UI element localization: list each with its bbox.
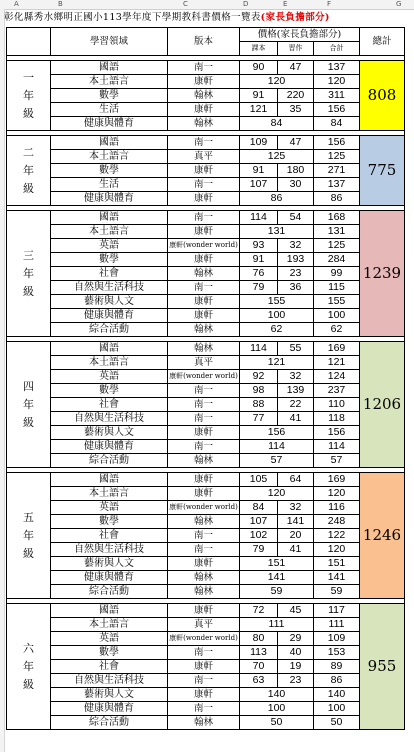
edition-publisher: 真平 [168, 618, 240, 632]
edition-publisher: 翰林 [168, 342, 240, 356]
combined-price: 100 [240, 702, 314, 716]
combined-price: 120 [240, 75, 314, 89]
subtotal-price: 89 [314, 660, 360, 674]
subtotal-price: 118 [314, 412, 360, 426]
subtotal-price: 122 [314, 529, 360, 543]
subtotal-price: 100 [314, 702, 360, 716]
edition-publisher: 真平 [168, 150, 240, 164]
header-edition: 版本 [168, 28, 240, 56]
header-subtotal: 合計 [314, 42, 360, 56]
subject-area: 數學 [51, 89, 168, 103]
subject-row [7, 426, 405, 440]
subtotal-price: 50 [314, 716, 360, 730]
grade-total: 1239 [360, 211, 405, 337]
subject-row [7, 164, 405, 178]
subtotal-price: 137 [314, 178, 360, 192]
combined-price: 155 [240, 295, 314, 309]
subtotal-price: 109 [314, 632, 360, 646]
edition-publisher: 南一 [168, 529, 240, 543]
column-letter-g: G [396, 0, 402, 8]
workbook-price: 20 [278, 529, 314, 543]
subject-area: 生活 [51, 103, 168, 117]
textbook-price: 63 [240, 674, 278, 688]
textbook-price: 109 [240, 136, 278, 150]
edition-publisher: 翰林 [168, 117, 240, 131]
subject-area: 健康與體育 [51, 117, 168, 131]
edition-publisher: 康軒(wonder world) [168, 370, 240, 384]
workbook-price: 40 [278, 646, 314, 660]
subtotal-price: 114 [314, 440, 360, 454]
subtotal-price: 57 [314, 454, 360, 468]
workbook-price: 141 [278, 515, 314, 529]
grade-label-text: 一年級 [23, 70, 34, 120]
workbook-price: 30 [278, 178, 314, 192]
edition-publisher: 康軒 [168, 164, 240, 178]
subtotal-price: 311 [314, 89, 360, 103]
subject-area: 數學 [51, 646, 168, 660]
textbook-price: 80 [240, 632, 278, 646]
workbook-price: 220 [278, 89, 314, 103]
subject-area: 社會 [51, 398, 168, 412]
subtotal-price: 155 [314, 295, 360, 309]
workbook-price: 139 [278, 384, 314, 398]
edition-publisher: 南一 [168, 702, 240, 716]
subject-row [7, 267, 405, 281]
header-total: 總計 [360, 28, 405, 56]
subtotal-price: 110 [314, 398, 360, 412]
workbook-price: 64 [278, 473, 314, 487]
subject-area: 國語 [51, 211, 168, 225]
subtotal-price: 111 [314, 618, 360, 632]
subject-area: 國語 [51, 342, 168, 356]
edition-publisher: 康軒 [168, 473, 240, 487]
subject-row [7, 117, 405, 131]
subject-area: 藝術與人文 [51, 557, 168, 571]
edition-publisher: 康軒 [168, 487, 240, 501]
edition-publisher: 南一 [168, 211, 240, 225]
textbook-price: 88 [240, 398, 278, 412]
header-textbook: 課本 [240, 42, 278, 56]
subtotal-price: 124 [314, 370, 360, 384]
subtotal-price: 99 [314, 267, 360, 281]
workbook-price: 22 [278, 398, 314, 412]
subject-area: 自然與生活科技 [51, 281, 168, 295]
textbook-price: 92 [240, 370, 278, 384]
edition-publisher: 南一 [168, 412, 240, 426]
column-letter-b: B [58, 0, 63, 8]
subject-area: 綜合活動 [51, 716, 168, 730]
subject-row [7, 473, 405, 487]
subject-area: 本土語言 [51, 356, 168, 370]
textbook-price: 77 [240, 412, 278, 426]
subject-area: 英語 [51, 632, 168, 646]
subject-row [7, 309, 405, 323]
subject-row [7, 632, 405, 646]
subject-area: 生活 [51, 178, 168, 192]
edition-publisher: 康軒 [168, 688, 240, 702]
subtotal-price: 151 [314, 557, 360, 571]
edition-publisher: 康軒 [168, 557, 240, 571]
subject-area: 數學 [51, 515, 168, 529]
combined-price: 86 [240, 192, 314, 206]
combined-price: 121 [240, 356, 314, 370]
subject-area: 健康與體育 [51, 702, 168, 716]
workbook-price: 41 [278, 412, 314, 426]
workbook-price: 47 [278, 136, 314, 150]
grade-label-text: 五年級 [23, 510, 34, 560]
subtotal-price: 84 [314, 117, 360, 131]
combined-price: 131 [240, 225, 314, 239]
subject-area: 數學 [51, 253, 168, 267]
edition-publisher: 翰林 [168, 454, 240, 468]
subject-row [7, 454, 405, 468]
subject-area: 健康與體育 [51, 192, 168, 206]
price-table [6, 27, 405, 730]
combined-price: 57 [240, 454, 314, 468]
textbook-price: 79 [240, 281, 278, 295]
subject-row [7, 412, 405, 426]
column-letter-a: A [14, 0, 19, 8]
spreadsheet-row-gutter [0, 9, 5, 752]
grade-label-text: 六年級 [23, 641, 34, 691]
subject-area: 綜合活動 [51, 454, 168, 468]
subtotal-price: 169 [314, 342, 360, 356]
header-price-group: 價格(家長負擔部分) [240, 28, 360, 42]
subject-row [7, 281, 405, 295]
subtotal-price: 137 [314, 61, 360, 75]
edition-publisher: 康軒 [168, 660, 240, 674]
combined-price: 141 [240, 571, 314, 585]
textbook-price: 93 [240, 239, 278, 253]
subject-row [7, 384, 405, 398]
subtotal-price: 125 [314, 150, 360, 164]
header-row-1 [7, 28, 405, 42]
subject-area: 自然與生活科技 [51, 412, 168, 426]
subtotal-price: 59 [314, 585, 360, 599]
subtotal-price: 140 [314, 688, 360, 702]
subject-area: 社會 [51, 660, 168, 674]
textbook-price: 105 [240, 473, 278, 487]
subject-area: 本土語言 [51, 487, 168, 501]
subtotal-price: 120 [314, 543, 360, 557]
subtotal-price: 100 [314, 309, 360, 323]
workbook-price: 180 [278, 164, 314, 178]
grade-label [7, 211, 51, 337]
combined-price: 84 [240, 117, 314, 131]
subject-area: 社會 [51, 529, 168, 543]
subject-row [7, 702, 405, 716]
edition-publisher: 南一 [168, 61, 240, 75]
workbook-price: 32 [278, 370, 314, 384]
workbook-price: 55 [278, 342, 314, 356]
subject-area: 本土語言 [51, 225, 168, 239]
edition-publisher: 康軒 [168, 103, 240, 117]
subject-row [7, 716, 405, 730]
grade-total: 808 [360, 61, 405, 131]
subject-area: 本土語言 [51, 75, 168, 89]
subject-row [7, 253, 405, 267]
subject-area: 國語 [51, 61, 168, 75]
combined-price: 120 [240, 487, 314, 501]
price-table-body [7, 28, 405, 730]
column-letter-f: F [327, 0, 332, 8]
workbook-price: 19 [278, 660, 314, 674]
subject-row [7, 585, 405, 599]
workbook-price: 54 [278, 211, 314, 225]
subject-row [7, 370, 405, 384]
textbook-price: 107 [240, 515, 278, 529]
textbook-price: 84 [240, 501, 278, 515]
subtotal-price: 156 [314, 103, 360, 117]
subject-row [7, 192, 405, 206]
textbook-price: 91 [240, 164, 278, 178]
subject-area: 藝術與人文 [51, 688, 168, 702]
subject-row [7, 75, 405, 89]
subject-area: 英語 [51, 239, 168, 253]
combined-price: 50 [240, 716, 314, 730]
grade-total: 1246 [360, 473, 405, 599]
subtotal-price: 115 [314, 281, 360, 295]
edition-publisher: 翰林 [168, 716, 240, 730]
subject-row [7, 239, 405, 253]
workbook-price: 47 [278, 61, 314, 75]
subject-area: 數學 [51, 384, 168, 398]
textbook-price: 70 [240, 660, 278, 674]
grade-label [7, 604, 51, 730]
subject-row [7, 646, 405, 660]
subject-row [7, 688, 405, 702]
subject-row [7, 618, 405, 632]
subject-row [7, 178, 405, 192]
subject-area: 英語 [51, 501, 168, 515]
subject-row [7, 225, 405, 239]
subtotal-price: 120 [314, 487, 360, 501]
edition-publisher: 康軒 [168, 309, 240, 323]
subject-row [7, 501, 405, 515]
subject-area: 自然與生活科技 [51, 543, 168, 557]
workbook-price: 29 [278, 632, 314, 646]
edition-publisher: 南一 [168, 178, 240, 192]
subject-area: 本土語言 [51, 150, 168, 164]
subject-area: 國語 [51, 473, 168, 487]
textbook-price: 107 [240, 178, 278, 192]
combined-price: 125 [240, 150, 314, 164]
subtotal-price: 168 [314, 211, 360, 225]
subject-row [7, 342, 405, 356]
subject-row [7, 211, 405, 225]
textbook-price: 121 [240, 103, 278, 117]
combined-price: 62 [240, 323, 314, 337]
page-title [4, 9, 412, 27]
edition-publisher: 南一 [168, 646, 240, 660]
subject-row [7, 323, 405, 337]
edition-publisher: 翰林 [168, 267, 240, 281]
subtotal-price: 116 [314, 501, 360, 515]
subject-area: 國語 [51, 136, 168, 150]
subtotal-price: 86 [314, 192, 360, 206]
workbook-price: 45 [278, 604, 314, 618]
header-grade [7, 28, 51, 56]
edition-publisher: 康軒 [168, 192, 240, 206]
edition-publisher: 康軒(wonder world) [168, 501, 240, 515]
workbook-price: 23 [278, 267, 314, 281]
combined-price: 114 [240, 440, 314, 454]
subject-area: 藝術與人文 [51, 426, 168, 440]
subtotal-price: 131 [314, 225, 360, 239]
subtotal-price: 169 [314, 473, 360, 487]
workbook-price: 41 [278, 543, 314, 557]
subject-row [7, 150, 405, 164]
grade-label-text: 四年級 [23, 379, 34, 429]
subtotal-price: 86 [314, 674, 360, 688]
edition-publisher: 康軒(wonder world) [168, 239, 240, 253]
subject-row [7, 136, 405, 150]
workbook-price: 23 [278, 674, 314, 688]
subject-row [7, 543, 405, 557]
subject-area: 本土語言 [51, 618, 168, 632]
subject-row [7, 487, 405, 501]
grade-label [7, 473, 51, 599]
workbook-price: 193 [278, 253, 314, 267]
subject-row [7, 103, 405, 117]
header-area: 學習領域 [51, 28, 168, 56]
subtotal-price: 62 [314, 323, 360, 337]
subject-area: 英語 [51, 370, 168, 384]
textbook-price: 102 [240, 529, 278, 543]
subject-area: 健康與體育 [51, 571, 168, 585]
edition-publisher: 翰林 [168, 89, 240, 103]
edition-publisher: 南一 [168, 674, 240, 688]
subtotal-price: 153 [314, 646, 360, 660]
subject-row [7, 398, 405, 412]
edition-publisher: 康軒 [168, 604, 240, 618]
edition-publisher: 南一 [168, 136, 240, 150]
edition-publisher: 翰林 [168, 571, 240, 585]
workbook-price: 32 [278, 239, 314, 253]
edition-publisher: 南一 [168, 281, 240, 295]
combined-price: 140 [240, 688, 314, 702]
column-letter-e: E [283, 0, 288, 8]
subtotal-price: 125 [314, 239, 360, 253]
edition-publisher: 康軒 [168, 253, 240, 267]
textbook-price: 72 [240, 604, 278, 618]
grade-label [7, 342, 51, 468]
workbook-price: 35 [278, 103, 314, 117]
subtotal-price: 117 [314, 604, 360, 618]
subject-row [7, 529, 405, 543]
grade-label-text: 三年級 [23, 248, 34, 298]
edition-publisher: 康軒(wonder world) [168, 632, 240, 646]
subject-area: 健康與體育 [51, 309, 168, 323]
textbook-price: 90 [240, 61, 278, 75]
grade-label-text: 二年級 [23, 145, 34, 195]
subject-row [7, 356, 405, 370]
grade-label [7, 136, 51, 206]
workbook-price: 36 [278, 281, 314, 295]
textbook-price: 114 [240, 211, 278, 225]
subtotal-price: 271 [314, 164, 360, 178]
subject-row [7, 295, 405, 309]
subject-area: 藝術與人文 [51, 295, 168, 309]
subject-row [7, 89, 405, 103]
header-workbook: 習作 [278, 42, 314, 56]
subtotal-price: 120 [314, 75, 360, 89]
edition-publisher: 康軒 [168, 426, 240, 440]
subject-row [7, 557, 405, 571]
subject-row [7, 515, 405, 529]
title-main: 彰化縣秀水鄉明正國小113學年度下學期教科書價格一覽表 [4, 12, 261, 23]
subject-area: 國語 [51, 604, 168, 618]
subtotal-price: 121 [314, 356, 360, 370]
edition-publisher: 翰林 [168, 515, 240, 529]
subtotal-price: 156 [314, 426, 360, 440]
subject-row [7, 674, 405, 688]
subject-area: 綜合活動 [51, 585, 168, 599]
subject-area: 自然與生活科技 [51, 674, 168, 688]
combined-price: 59 [240, 585, 314, 599]
combined-price: 156 [240, 426, 314, 440]
textbook-price: 91 [240, 89, 278, 103]
subject-area: 健康與體育 [51, 440, 168, 454]
subject-row [7, 660, 405, 674]
combined-price: 100 [240, 309, 314, 323]
textbook-price: 79 [240, 543, 278, 557]
edition-publisher: 康軒 [168, 225, 240, 239]
edition-publisher: 南一 [168, 384, 240, 398]
column-letter-d: D [243, 0, 249, 8]
edition-publisher: 南一 [168, 440, 240, 454]
edition-publisher: 南一 [168, 398, 240, 412]
grade-total: 775 [360, 136, 405, 206]
column-letter-c: C [183, 0, 188, 8]
edition-publisher: 真平 [168, 356, 240, 370]
subtotal-price: 141 [314, 571, 360, 585]
combined-price: 151 [240, 557, 314, 571]
subtotal-price: 284 [314, 253, 360, 267]
subject-row [7, 571, 405, 585]
subject-row [7, 440, 405, 454]
textbook-price: 76 [240, 267, 278, 281]
textbook-price: 98 [240, 384, 278, 398]
textbook-price: 114 [240, 342, 278, 356]
subject-row [7, 61, 405, 75]
title-highlight: (家長負擔部分) [260, 12, 330, 23]
subject-area: 數學 [51, 164, 168, 178]
combined-price: 111 [240, 618, 314, 632]
subject-area: 社會 [51, 267, 168, 281]
edition-publisher: 翰林 [168, 323, 240, 337]
subject-area: 綜合活動 [51, 323, 168, 337]
textbook-price: 91 [240, 253, 278, 267]
subtotal-price: 156 [314, 136, 360, 150]
edition-publisher: 南一 [168, 543, 240, 557]
subject-row [7, 604, 405, 618]
textbook-price: 113 [240, 646, 278, 660]
edition-publisher: 康軒 [168, 75, 240, 89]
grade-total: 1206 [360, 342, 405, 468]
subtotal-price: 248 [314, 515, 360, 529]
grade-label [7, 61, 51, 131]
edition-publisher: 康軒 [168, 295, 240, 309]
subtotal-price: 237 [314, 384, 360, 398]
grade-total: 955 [360, 604, 405, 730]
edition-publisher: 翰林 [168, 585, 240, 599]
workbook-price: 32 [278, 501, 314, 515]
